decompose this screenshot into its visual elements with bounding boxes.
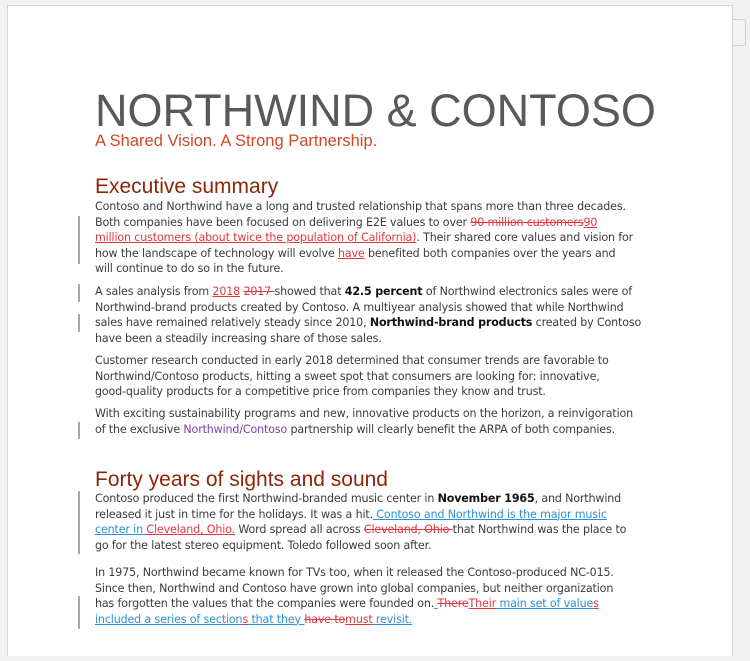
text-run: good-quality products for a competitive price from companies they know and trust. xyxy=(95,385,546,399)
text-run: Contoso and Northwind have a long and trusted relationship that spans more than three decades. xyxy=(95,200,626,213)
text-line xyxy=(95,369,655,385)
heading-executive-summary: Executive summary xyxy=(95,175,279,198)
tracked-insertion[interactable]: Cleveland, Ohio. xyxy=(146,523,235,537)
text-line xyxy=(95,284,655,300)
paragraph[interactable] xyxy=(95,284,655,346)
text-line xyxy=(95,215,655,231)
text-run: of the exclusive xyxy=(95,422,184,436)
text-line xyxy=(95,300,655,316)
tracked-insertion[interactable]: that they xyxy=(248,612,305,626)
text-line xyxy=(95,565,655,581)
text-line xyxy=(95,422,655,438)
tracked-insertion[interactable]: s xyxy=(242,612,249,626)
paragraph[interactable] xyxy=(95,199,655,277)
text-run: of Northwind electronics sales were of xyxy=(422,285,632,298)
text-line xyxy=(95,199,655,215)
text-run: . Their shared core values and vision for xyxy=(416,231,634,245)
hyperlink[interactable]: Northwind/Contoso xyxy=(183,422,288,436)
text-run: go for the latest stereo equipment. Toledo followed soon after. xyxy=(95,538,432,552)
text-run: sales have remained relatively steady since 2010, xyxy=(95,316,370,330)
tracked-deletion[interactable]: have to xyxy=(304,612,346,626)
text-line xyxy=(95,538,655,554)
text-run: that Northwind was the place to xyxy=(452,523,627,537)
tracked-insertion[interactable]: Their xyxy=(468,597,497,611)
change-bar xyxy=(78,422,80,439)
text-line xyxy=(95,261,655,277)
bold-text: November 1965 xyxy=(437,492,535,505)
text-line xyxy=(95,230,655,246)
tracked-insertion[interactable]: 2018 xyxy=(212,285,241,298)
text-run: , and Northwind xyxy=(534,492,622,505)
side-panel-tab[interactable] xyxy=(733,19,746,46)
tracked-deletion[interactable]: 2017 xyxy=(243,285,275,298)
paragraph[interactable] xyxy=(95,491,655,553)
text-run: benefited both companies over the years and xyxy=(364,246,616,260)
text-line xyxy=(95,315,655,331)
change-bar xyxy=(78,216,80,264)
text-line xyxy=(95,507,655,523)
text-run: Since then, Northwind and Contoso have grown into global companies, but neither organization xyxy=(95,581,614,595)
text-run: Northwind/Contoso products, hitting a sweet spot that consumers are looking for: innovative, xyxy=(95,369,600,383)
text-run: have been a steadily increasing share of those sales. xyxy=(95,331,382,345)
tracked-insertion[interactable]: have xyxy=(337,246,365,260)
tracked-deletion[interactable]: Cleveland, Ohio xyxy=(363,523,453,537)
text-run: has forgotten the values that the companies were founded on. xyxy=(95,597,435,611)
tracked-insertion[interactable]: s xyxy=(593,597,599,611)
text-run: partnership will clearly benefit the ARPA of both companies. xyxy=(287,422,615,436)
text-line xyxy=(95,612,655,628)
tracked-insertion[interactable]: main set of value xyxy=(496,597,594,611)
text-line xyxy=(95,522,655,538)
text-line xyxy=(95,353,655,369)
text-run: A sales analysis from xyxy=(95,285,213,298)
document-title: NORTHWIND & CONTOSO xyxy=(95,85,656,136)
text-run: With exciting sustainability programs and new, innovative products on the horizon, a reinvigoration xyxy=(95,407,634,420)
tracked-insertion[interactable]: Contoso and Northwind is the major music xyxy=(372,507,607,521)
bold-text: Northwind-brand products xyxy=(369,316,533,330)
text-run: showed that xyxy=(274,285,345,298)
tracked-deletion[interactable]: 90 million customers xyxy=(470,215,584,229)
text-run: Customer research conducted in early 2018 determined that consumer trends are favorable to xyxy=(95,354,609,367)
paragraph[interactable] xyxy=(95,406,655,437)
bold-text: 42.5 percent xyxy=(344,285,423,298)
document-subtitle: A Shared Vision. A Strong Partnership. xyxy=(95,132,378,150)
change-bar xyxy=(78,596,80,629)
change-bar xyxy=(78,284,80,302)
text-line xyxy=(95,384,655,400)
paragraph[interactable] xyxy=(95,353,655,400)
heading-forty-years: Forty years of sights and sound xyxy=(95,468,388,491)
tracked-insertion[interactable]: revisit. xyxy=(372,612,413,626)
change-bar xyxy=(78,491,80,554)
text-line xyxy=(95,406,655,422)
tracked-insertion[interactable]: included a series of section xyxy=(95,612,243,626)
text-run: In 1975, Northwind became known for TVs too, when it released the Contoso-produced NC-015. xyxy=(95,566,614,579)
tracked-insertion[interactable]: 90 xyxy=(583,215,598,229)
tracked-insertion[interactable]: million customers (about twice the population of California) xyxy=(95,231,417,245)
text-run: will continue to do so in the future. xyxy=(95,262,284,276)
text-run: Contoso produced the first Northwind-branded music center in xyxy=(95,492,438,505)
text-run: how the landscape of technology will evolve xyxy=(95,246,338,260)
text-run: Northwind-brand products created by Contoso. A multiyear analysis showed that while Northwind xyxy=(95,300,624,314)
tracked-deletion[interactable]: There xyxy=(437,597,469,611)
text-run: Both companies have been focused on delivering E2E values to over xyxy=(95,215,471,229)
text-run: released it just in time for the holidays. It was a hit. xyxy=(95,507,373,521)
tracked-insertion[interactable]: center in xyxy=(95,523,147,537)
text-run: Word spread all across xyxy=(234,523,364,537)
text-run: created by Contoso xyxy=(532,316,642,330)
paragraph[interactable] xyxy=(95,565,655,627)
text-line xyxy=(95,596,655,612)
text-line xyxy=(95,581,655,597)
change-bar xyxy=(78,314,80,332)
text-line xyxy=(95,331,655,347)
text-line xyxy=(95,491,655,507)
text-line xyxy=(95,246,655,262)
tracked-insertion[interactable]: must xyxy=(345,612,373,626)
